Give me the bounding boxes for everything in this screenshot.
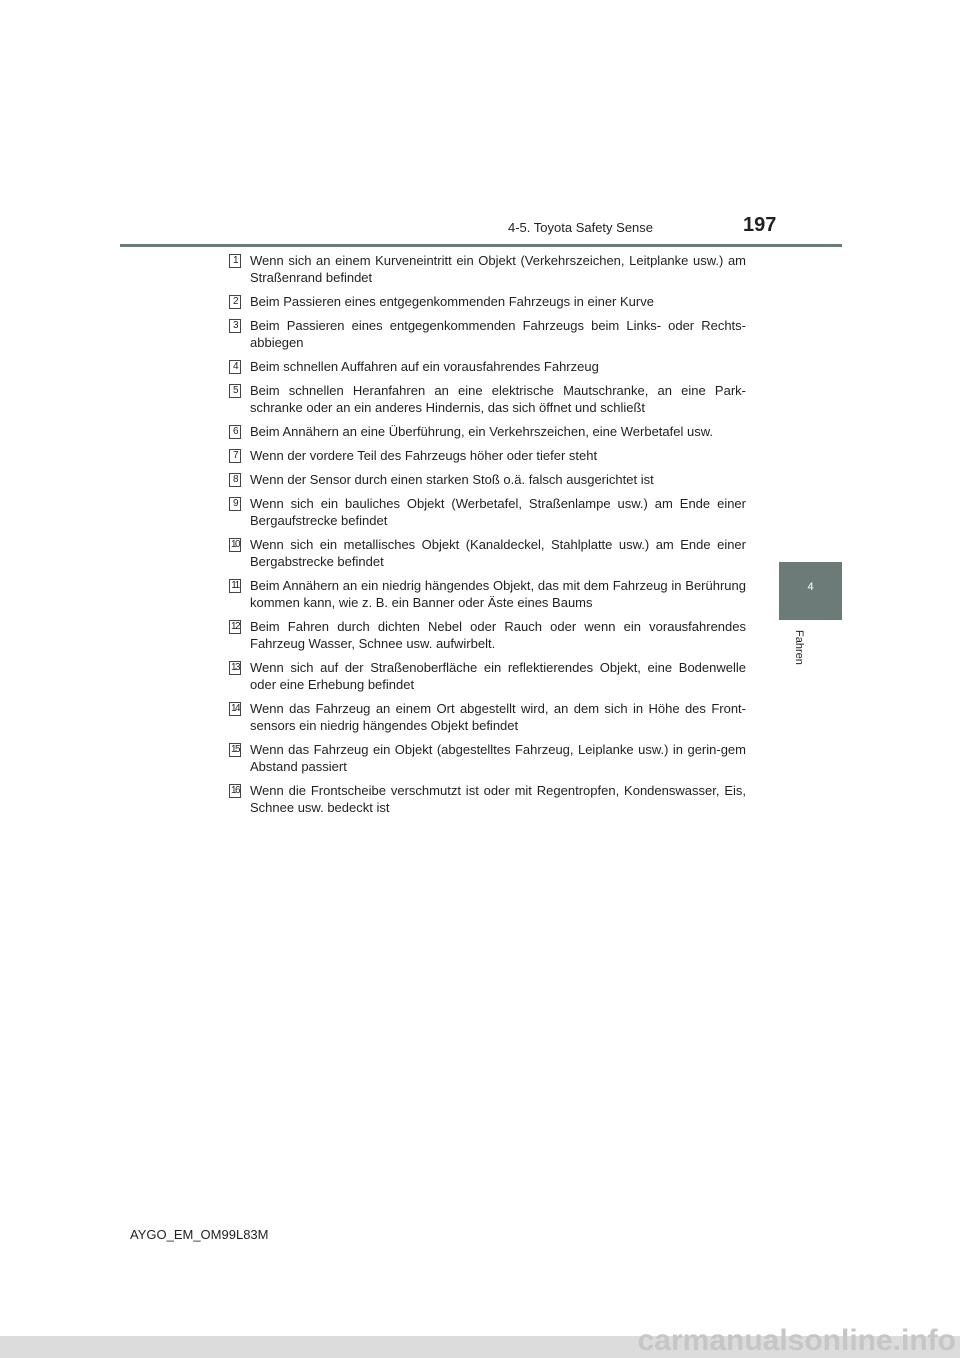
list-item — [229, 659, 746, 693]
list-item — [229, 293, 746, 310]
item-text: Wenn sich an einem Kurveneintritt ein Objekt (Verkehrszeichen, Leitplanke usw.) am Straßenrand befindet — [250, 253, 746, 285]
list-item — [229, 252, 746, 286]
list-item — [229, 577, 746, 611]
list-item — [229, 536, 746, 570]
watermark-bar — [0, 1324, 960, 1358]
list-item — [229, 358, 746, 375]
list-item — [229, 495, 746, 529]
item-number: 10 — [230, 539, 240, 550]
item-text: Wenn sich auf der Straßenoberfläche ein reflektierendes Objekt, eine Bodenwelle oder eine Erhebung befindet — [250, 660, 746, 692]
item-text: Wenn sich ein metallisches Objekt (Kanaldeckel, Stahlplatte usw.) am Ende einer Bergabstrecke befindet — [250, 537, 746, 569]
watermark-text[interactable]: carmanualsonline.info — [637, 1324, 956, 1357]
item-number: 13 — [230, 662, 240, 673]
item-number: 14 — [230, 703, 240, 714]
chapter-tab — [779, 562, 842, 620]
item-text: Beim schnellen Auffahren auf ein vorausfahrendes Fahrzeug — [250, 359, 599, 374]
item-text: Beim Passieren eines entgegenkommenden Fahrzeugs in einer Kurve — [250, 294, 654, 309]
item-text: Wenn der vordere Teil des Fahrzeugs höher oder tiefer steht — [250, 448, 598, 463]
item-text: Beim Passieren eines entgegenkommenden Fahrzeugs beim Links- oder Rechts-abbiegen — [250, 318, 746, 350]
item-number: 6 — [229, 425, 241, 439]
item-number: 12 — [230, 621, 240, 632]
item-number: 9 — [229, 497, 241, 511]
chapter-number: 4 — [807, 581, 814, 593]
list-item — [229, 741, 746, 775]
item-number: 8 — [229, 473, 241, 487]
item-number: 7 — [229, 449, 241, 463]
list-item — [229, 382, 746, 416]
item-text: Beim Fahren durch dichten Nebel oder Rauch oder wenn ein vorausfahrendes Fahrzeug Wasser, Schnee usw. aufwirbelt. — [250, 619, 746, 651]
item-text: Beim Annähern an eine Überführung, ein Verkehrszeichen, eine Werbetafel usw. — [250, 424, 713, 439]
header-rule — [120, 244, 842, 247]
item-number: 4 — [229, 360, 241, 374]
list-item — [229, 423, 746, 440]
item-text: Beim Annähern an ein niedrig hängendes Objekt, das mit dem Fahrzeug in Berührung kommen kann, wie z. B. ein Banner oder Äste eines Baums — [250, 578, 746, 610]
item-number: 2 — [229, 295, 241, 309]
section-title: 4-5. Toyota Safety Sense — [508, 220, 654, 235]
list-item — [229, 317, 746, 351]
item-text: Wenn die Frontscheibe verschmutzt ist oder mit Regentropfen, Kondenswasser, Eis, Schnee usw. bedeckt ist — [250, 783, 746, 815]
item-text: Beim schnellen Heranfahren an eine elektrische Mautschranke, an eine Park-schranke oder an ein anderes Hindernis, das sich öffnet und schließt — [250, 383, 746, 415]
item-text: Wenn der Sensor durch einen starken Stoß o.ä. falsch ausgerichtet ist — [250, 472, 654, 487]
document-code: AYGO_EM_OM99L83M — [130, 1227, 269, 1242]
page-number: 197 — [743, 214, 777, 236]
item-number: 16 — [230, 785, 240, 796]
item-text: Wenn das Fahrzeug an einem Ort abgestellt wird, an dem sich in Höhe des Front-sensors ein niedrig hängendes Objekt befindet — [250, 701, 746, 733]
item-text: Wenn das Fahrzeug ein Objekt (abgestelltes Fahrzeug, Leiplanke usw.) in gerin-gem Abstand passiert — [250, 742, 746, 774]
chapter-label: Fahren — [793, 630, 805, 665]
item-number: 3 — [229, 319, 241, 333]
list-item — [229, 471, 746, 488]
item-number: 15 — [230, 744, 240, 755]
list-item — [229, 782, 746, 816]
item-number: 5 — [229, 384, 241, 398]
condition-list — [229, 252, 746, 823]
list-item — [229, 618, 746, 652]
item-number: 11 — [229, 579, 241, 593]
list-item — [229, 447, 746, 464]
list-item — [229, 700, 746, 734]
item-text: Wenn sich ein bauliches Objekt (Werbetafel, Straßenlampe usw.) am Ende einer Bergaufstrecke befindet — [250, 496, 746, 528]
item-number: 1 — [229, 254, 241, 268]
